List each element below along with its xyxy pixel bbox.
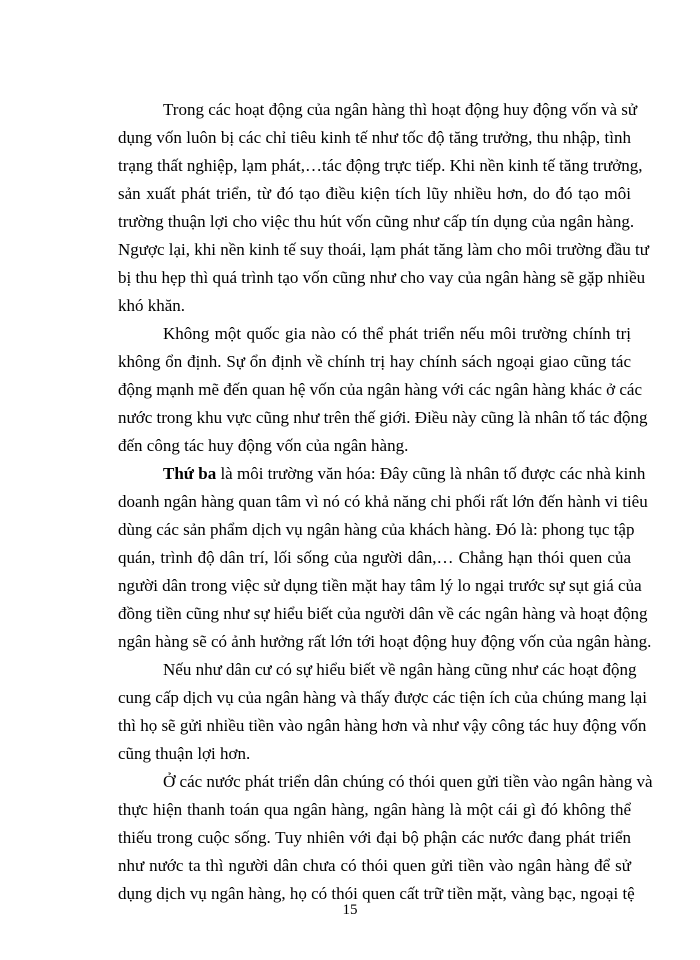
text-line: Nếu như dân cư có sự hiểu biết về ngân hàng cũng như các hoạt động xyxy=(163,660,637,679)
text-line: nước trong khu vực cũng như trên thế giới. Điều này cũng là nhân tố tác động xyxy=(118,408,648,427)
text-line: thì họ sẽ gửi nhiều tiền vào ngân hàng hơn và như vậy công tác huy động vốn xyxy=(118,716,647,735)
text-line xyxy=(118,460,646,488)
paragraph-3 xyxy=(118,460,652,656)
text-line: sản xuất phát triển, từ đó tạo điều kiện tích lũy nhiều hơn, do đó tạo môi xyxy=(118,184,631,203)
text-line: động mạnh mẽ đến quan hệ vốn của ngân hàng với các ngân hàng khác ở các xyxy=(118,380,643,399)
text-line: cung cấp dịch vụ của ngân hàng và thấy được các tiện ích của chúng mang lại xyxy=(118,688,647,707)
paragraph-1 xyxy=(118,96,649,320)
text-line: Ngược lại, khi nền kinh tế suy thoái, lạm phát tăng làm cho môi trường đầu tư xyxy=(118,240,649,259)
document-body xyxy=(118,96,653,908)
text-line: thiếu trong cuộc sống. Tuy nhiên với đại bộ phận các nước đang phát triển xyxy=(118,828,631,847)
text-line: đến công tác huy động vốn của ngân hàng. xyxy=(118,436,409,455)
text-line: doanh ngân hàng quan tâm vì nó có khả năng chi phối rất lớn đến hành vi tiêu xyxy=(118,492,648,511)
text-line: Không một quốc gia nào có thể phát triển nếu môi trường chính trị xyxy=(163,324,631,343)
text-line: dùng các sản phẩm dịch vụ ngân hàng của khách hàng. Đó là: phong tục tập xyxy=(118,520,635,539)
text-line: Ở các nước phát triển dân chúng có thói quen gửi tiền vào ngân hàng và xyxy=(163,772,653,791)
text-line: dụng vốn luôn bị các chỉ tiêu kinh tế như tốc độ tăng trưởng, thu nhập, tình xyxy=(118,128,631,147)
text-span: là môi trường văn hóa: Đây cũng là nhân tố được các nhà kinh xyxy=(216,464,646,483)
text-line: dụng dịch vụ ngân hàng, họ có thói quen cất trữ tiền mặt, vàng bạc, ngoại tệ xyxy=(118,884,635,903)
text-line: quán, trình độ dân trí, lối sống của người dân,… Chẳng hạn thói quen của xyxy=(118,548,631,567)
text-line: không ổn định. Sự ổn định về chính trị hay chính sách ngoại giao cũng tác xyxy=(118,352,631,371)
page-number: 15 xyxy=(342,902,358,918)
bold-lead: Thứ ba xyxy=(163,464,217,483)
text-line: như nước ta thì người dân chưa có thói quen gửi tiền vào ngân hàng để sử xyxy=(118,856,631,875)
text-line: trường thuận lợi cho việc thu hút vốn cũng như cấp tín dụng của ngân hàng. xyxy=(118,212,635,231)
text-line: trạng thất nghiệp, lạm phát,…tác động trực tiếp. Khi nền kinh tế tăng trưởng, xyxy=(118,156,643,175)
paragraph-4 xyxy=(118,656,647,768)
paragraph-5 xyxy=(118,768,653,908)
text-line: cũng thuận lợi hơn. xyxy=(118,744,251,763)
text-line: bị thu hẹp thì quá trình tạo vốn cũng như cho vay của ngân hàng sẽ gặp nhiều xyxy=(118,268,646,287)
text-line: ngân hàng sẽ có ảnh hưởng rất lớn tới hoạt động huy động vốn của ngân hàng. xyxy=(118,632,652,651)
text-line: người dân trong việc sử dụng tiền mặt hay tâm lý lo ngại trước sự sụt giá của xyxy=(118,576,642,595)
text-line: đồng tiền cũng như sự hiểu biết của người dân về các ngân hàng và hoạt động xyxy=(118,604,648,623)
paragraph-2 xyxy=(118,320,648,460)
text-line: khó khăn. xyxy=(118,296,186,315)
text-line: Trong các hoạt động của ngân hàng thì hoạt động huy động vốn và sử xyxy=(163,100,638,119)
text-line: thực hiện thanh toán qua ngân hàng, ngân hàng là một cái gì đó không thể xyxy=(118,800,631,819)
